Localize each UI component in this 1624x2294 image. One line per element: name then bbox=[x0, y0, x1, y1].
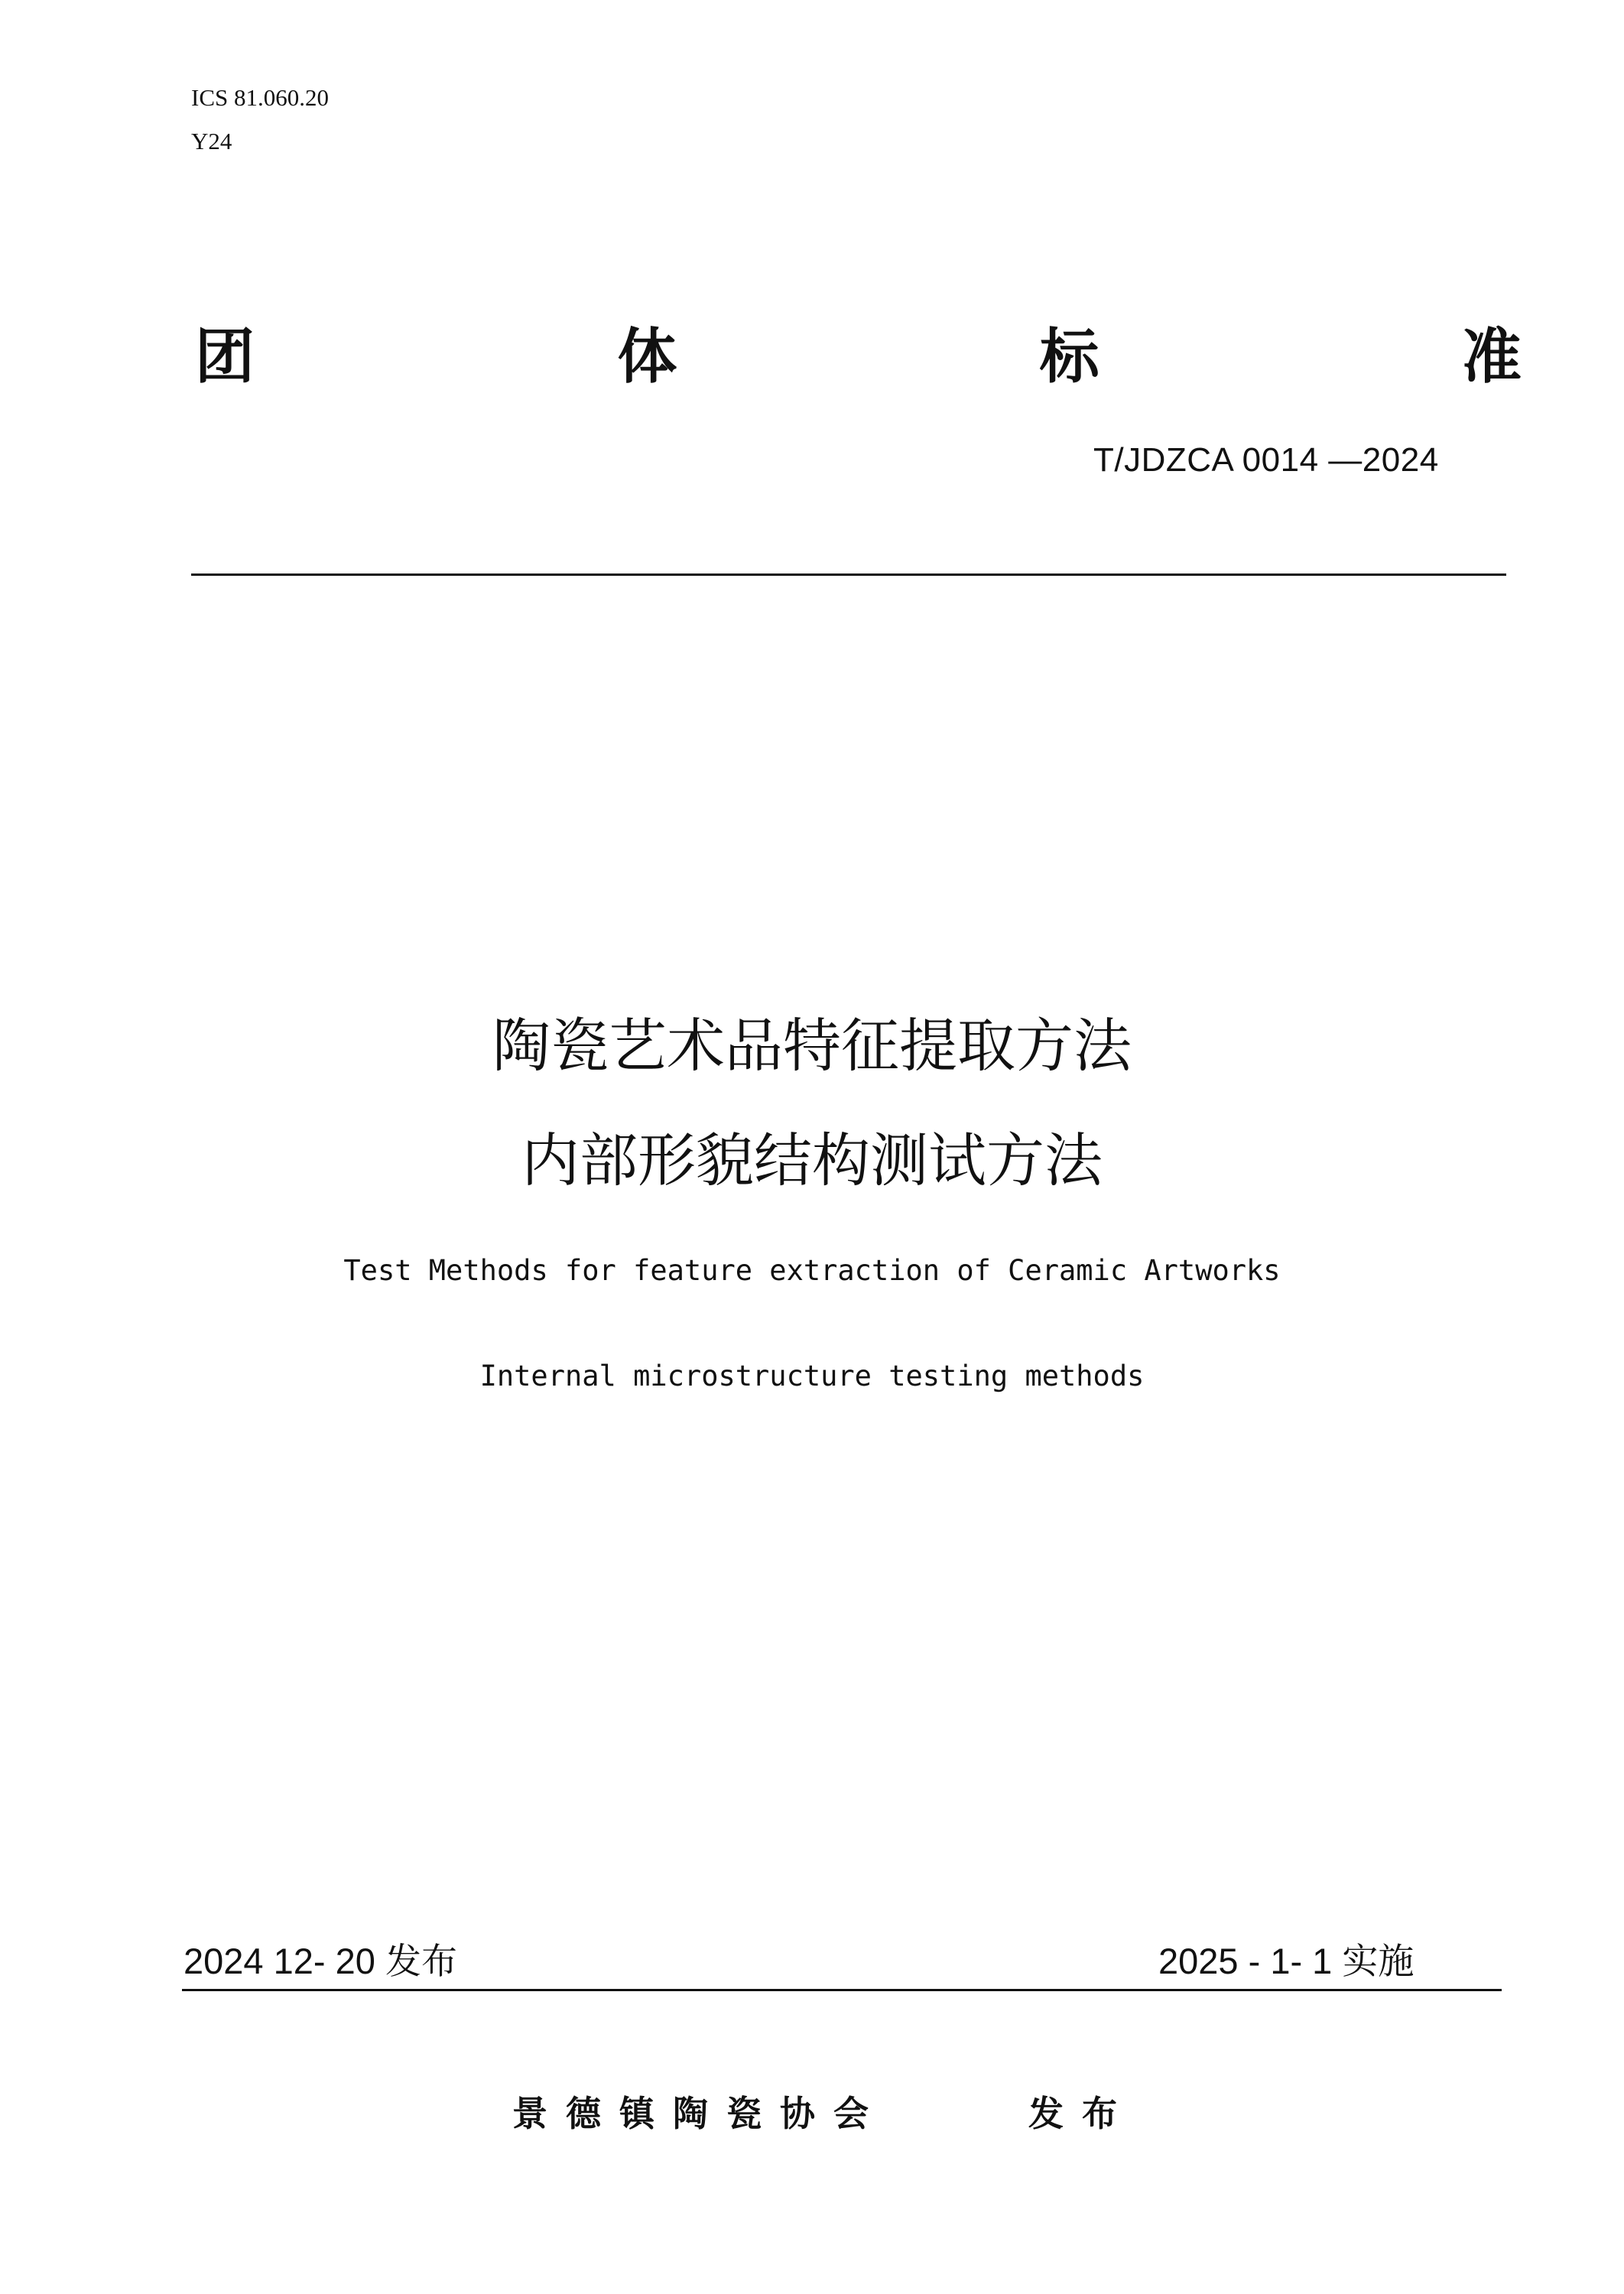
ics-code: ICS 81.060.20 bbox=[191, 84, 329, 111]
standard-type-char: 准 bbox=[1461, 323, 1522, 392]
title-english-line-2: Internal microstructure testing methods bbox=[479, 1360, 1145, 1392]
standard-type-char: 体 bbox=[617, 323, 677, 392]
standard-number: T/JDZCA 0014 —2024 bbox=[1093, 441, 1439, 479]
standard-type-heading bbox=[195, 314, 1522, 390]
standard-type-char: 标 bbox=[1039, 323, 1099, 392]
ccs-code: Y24 bbox=[191, 128, 232, 154]
implementation-date: 2025 - 1- 1 实施 bbox=[1158, 1941, 1415, 1981]
title-chinese-line-1: 陶瓷艺术品特征提取方法 bbox=[492, 1012, 1132, 1080]
issuer-name: 景德镇陶瓷协会 bbox=[512, 2093, 887, 2134]
header-divider bbox=[191, 574, 1506, 576]
release-date: 2024 12- 20 发布 bbox=[184, 1941, 457, 1981]
footer-divider bbox=[182, 1989, 1502, 1991]
title-english-line-1: Test Methods for feature extraction of Ceramic Artworks bbox=[343, 1254, 1281, 1287]
standard-type-char: 团 bbox=[195, 323, 255, 392]
title-chinese-line-2: 内部形貌结构测试方法 bbox=[521, 1126, 1103, 1194]
issuer-action: 发布 bbox=[1028, 2093, 1135, 2134]
